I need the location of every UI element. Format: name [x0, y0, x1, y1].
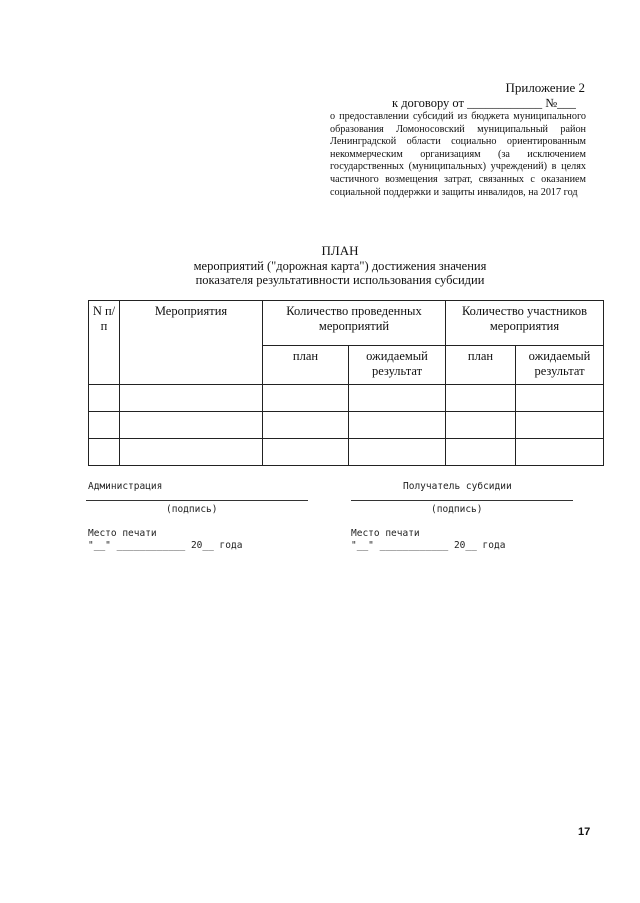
table-cell — [349, 385, 446, 412]
table-cell — [516, 439, 604, 466]
seal-right-label: Место печати — [351, 528, 420, 539]
table-cell — [446, 412, 516, 439]
table-cell — [120, 439, 263, 466]
date-right: "__" ____________ 20__ года — [351, 540, 506, 551]
table-cell — [446, 439, 516, 466]
signature-right-party: Получатель субсидии — [403, 481, 512, 492]
table-cell — [120, 412, 263, 439]
appendix-contract-line: к договору от ____________ №___ — [392, 96, 576, 110]
table-cell — [89, 385, 120, 412]
plan-subtitle-line2: показателя результативности использования субсидии — [195, 273, 485, 287]
table-cell — [120, 385, 263, 412]
signature-left-line — [86, 500, 308, 501]
header-participants-plan: план — [446, 346, 516, 385]
plan-subtitle-line1: мероприятий ("дорожная карта") достижения значения — [193, 259, 487, 273]
table-row — [89, 439, 604, 466]
header-events: Мероприятия — [120, 301, 263, 385]
header-events-expected: ожидаемый результат — [349, 346, 446, 385]
table-cell — [263, 385, 349, 412]
header-participants-expected: ожидаемый результат — [516, 346, 604, 385]
header-events-plan: план — [263, 346, 349, 385]
header-events-count: Количество проведенных мероприятий — [263, 301, 446, 346]
table-cell — [446, 385, 516, 412]
table-row — [89, 385, 604, 412]
signature-left-caption: (подпись) — [166, 504, 218, 515]
seal-left-label: Место печати — [88, 528, 157, 539]
table-cell — [89, 439, 120, 466]
table-cell — [349, 439, 446, 466]
table-cell — [263, 439, 349, 466]
header-participants-count: Количество участников мероприятия — [446, 301, 604, 346]
plan-table — [88, 300, 604, 466]
table-header-row — [89, 301, 604, 346]
table-cell — [263, 412, 349, 439]
table-cell — [516, 412, 604, 439]
plan-title: ПЛАН — [321, 243, 359, 258]
signature-right-line — [351, 500, 573, 501]
date-left: "__" ____________ 20__ года — [88, 540, 243, 551]
header-number: N п/п — [89, 301, 120, 385]
appendix-title: Приложение 2 — [505, 80, 585, 95]
page-number: 17 — [578, 826, 591, 838]
appendix-body: о предоставлении субсидий из бюджета муниципального образования Ломоносовский муниципальный район Ленинградской области социально ориентированным некоммерческим организациям (за исключением государственных (муниципальных) учреждений) в целях частичного возмещения затрат, связанных с оказанием социальной поддержки и защиты инвалидов, на 2017 год — [330, 111, 586, 198]
table-cell — [516, 385, 604, 412]
table-row — [89, 412, 604, 439]
signature-right-caption: (подпись) — [431, 504, 483, 515]
table-cell — [89, 412, 120, 439]
signature-left-party: Администрация — [88, 481, 163, 492]
table-cell — [349, 412, 446, 439]
